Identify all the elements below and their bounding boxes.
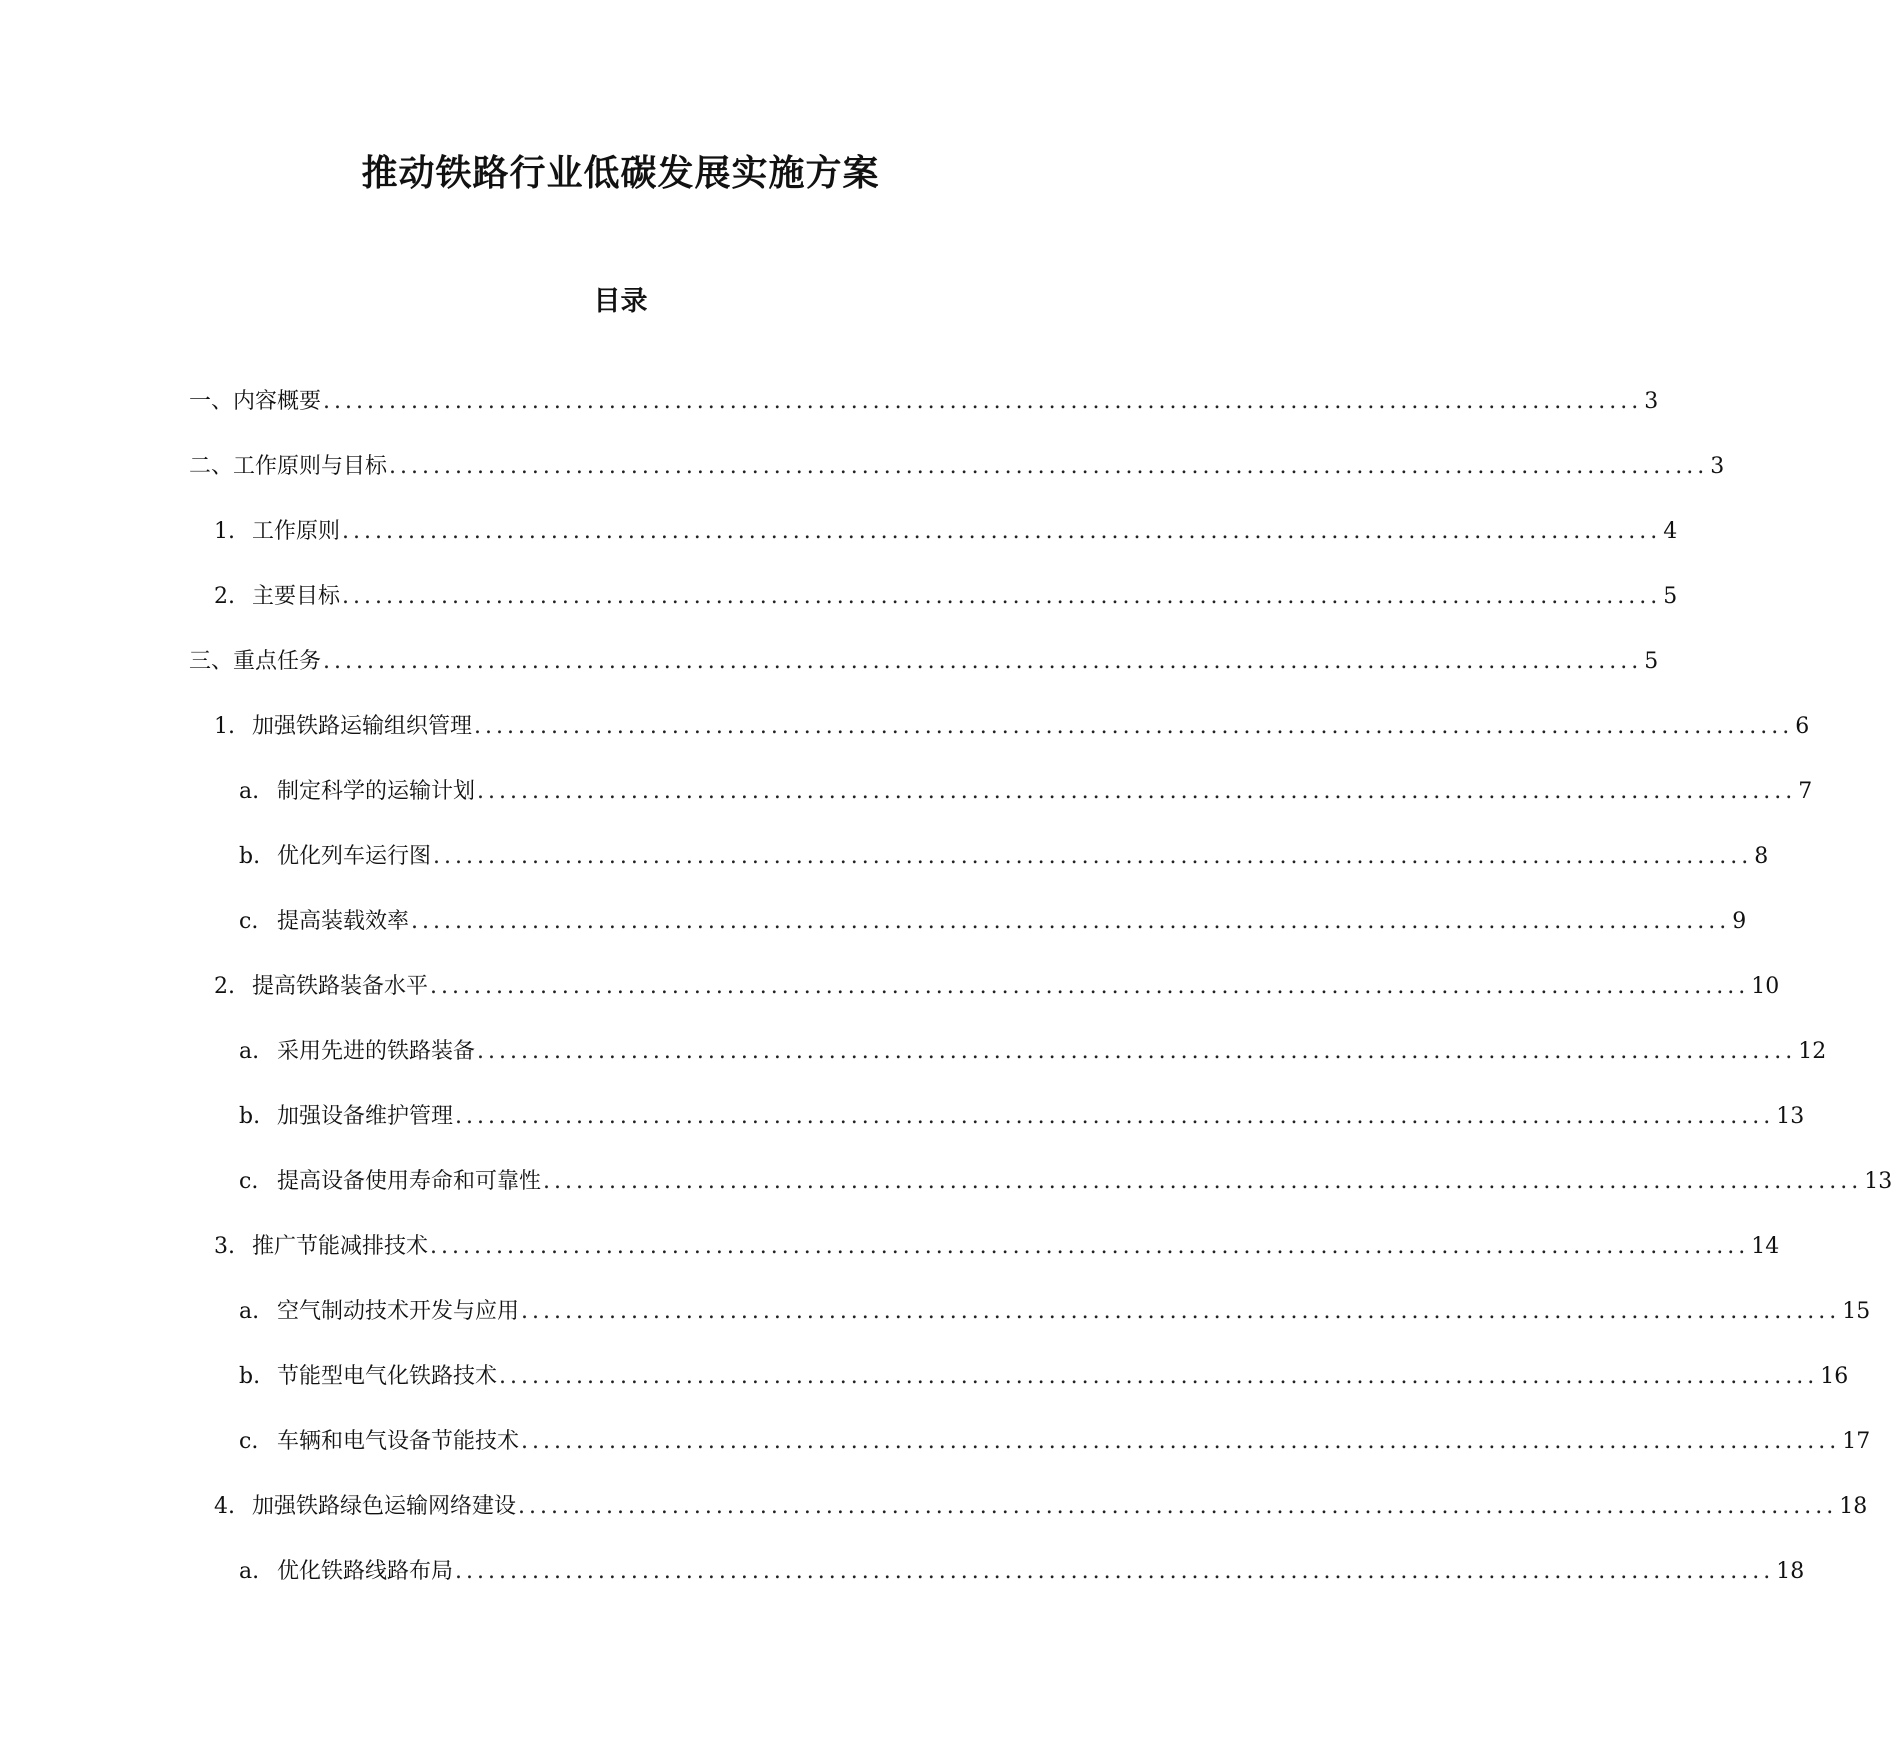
toc-entry-text: 车辆和电气设备节能技术 (277, 1429, 520, 1454)
toc-page-number: 9 (1732, 909, 1747, 934)
toc-entry-number: a. (239, 779, 260, 804)
toc-entry[interactable] (214, 577, 1678, 617)
toc-dot-leader: ........................................................................................................................ (477, 1039, 1797, 1064)
toc-dot-leader: ........................................................................................................................ (518, 1494, 1838, 1519)
toc-dot-leader: ........................................................................................................................ (389, 454, 1709, 479)
toc-entry[interactable] (214, 967, 1780, 1007)
toc-page-number: 13 (1776, 1104, 1805, 1129)
toc-entry-number: a. (239, 1039, 260, 1064)
toc-entry-text: 加强铁路运输组织管理 (252, 714, 473, 739)
toc-entry-text: 主要目标 (252, 584, 341, 609)
toc-dot-leader: ........................................................................................................................ (477, 779, 1797, 804)
toc-entry-number: a. (239, 1299, 260, 1324)
toc-entry-text: 优化铁路线路布局 (277, 1559, 454, 1584)
toc-entry[interactable] (239, 1357, 1849, 1397)
toc-entry-number: b. (239, 1364, 261, 1389)
toc-entry[interactable] (239, 772, 1813, 812)
toc-entry-number: 3. (214, 1234, 235, 1259)
toc-entry[interactable] (239, 902, 1747, 942)
toc-page-number: 3 (1644, 389, 1659, 414)
toc-entry-text: 提高设备使用寿命和可靠性 (277, 1169, 542, 1194)
toc-dot-leader: ........................................................................................................................ (474, 714, 1794, 739)
toc-entry[interactable] (239, 1032, 1827, 1072)
toc-entry-number: 1. (214, 714, 235, 739)
toc-entry-number: 2. (214, 974, 235, 999)
toc-dot-leader: ........................................................................................................................ (499, 1364, 1819, 1389)
toc-entry-text: 优化列车运行图 (277, 844, 432, 869)
toc-entry[interactable] (214, 1227, 1780, 1267)
toc-dot-leader: ........................................................................................................................ (430, 1234, 1750, 1259)
toc-page-number: 6 (1795, 714, 1810, 739)
toc-page-number: 5 (1663, 584, 1678, 609)
toc-entry-text: 工作原则 (252, 519, 341, 544)
toc-entry-text: 节能型电气化铁路技术 (277, 1364, 498, 1389)
toc-entry-number: 1. (214, 519, 235, 544)
toc-page-number: 15 (1842, 1299, 1871, 1324)
toc-page-number: 5 (1644, 649, 1659, 674)
toc-page-number: 14 (1751, 1234, 1780, 1259)
toc-entry-number: c. (239, 909, 259, 934)
toc-page-number: 12 (1798, 1039, 1827, 1064)
toc-entry[interactable] (239, 1292, 1871, 1332)
toc-entry[interactable] (189, 382, 1659, 422)
toc-entry-text: 提高装载效率 (277, 909, 410, 934)
toc-entry-text: 采用先进的铁路装备 (277, 1039, 476, 1064)
toc-entry-number: b. (239, 1104, 261, 1129)
toc-entry-text: 加强设备维护管理 (277, 1104, 454, 1129)
toc-dot-leader: ........................................................................................................................ (342, 584, 1662, 609)
toc-entry-text: 加强铁路绿色运输网络建设 (252, 1494, 517, 1519)
toc-dot-leader: ........................................................................................................................ (521, 1429, 1841, 1454)
toc-page-number: 18 (1776, 1559, 1805, 1584)
toc-entry-number: 2. (214, 584, 235, 609)
toc-page-number: 10 (1751, 974, 1780, 999)
toc-dot-leader: ........................................................................................................................ (342, 519, 1662, 544)
toc-dot-leader: ........................................................................................................................ (411, 909, 1731, 934)
toc-entry-number: b. (239, 844, 261, 869)
document-title: 推动铁路行业低碳发展实施方案 (361, 152, 880, 194)
toc-dot-leader: ........................................................................................................................ (543, 1169, 1863, 1194)
toc-dot-leader: ........................................................................................................................ (433, 844, 1753, 869)
toc-entry[interactable] (189, 642, 1659, 682)
toc-entry[interactable] (189, 447, 1725, 487)
toc-dot-leader: ........................................................................................................................ (455, 1104, 1775, 1129)
toc-page-number: 3 (1710, 454, 1725, 479)
toc-entry-text: 三、重点任务 (189, 649, 322, 674)
toc-entry[interactable] (239, 1097, 1805, 1137)
toc-page-number: 8 (1754, 844, 1769, 869)
toc-entry-text: 推广节能减排技术 (252, 1234, 429, 1259)
toc-page-number: 7 (1798, 779, 1813, 804)
toc-entry[interactable] (214, 1487, 1868, 1527)
toc-page-number: 13 (1864, 1169, 1892, 1194)
toc-entry[interactable] (239, 1422, 1871, 1462)
toc-entry[interactable] (239, 1162, 1892, 1202)
toc-entry-text: 一、内容概要 (189, 389, 322, 414)
toc-page-number: 17 (1842, 1429, 1871, 1454)
toc-entry-text: 二、工作原则与目标 (189, 454, 388, 479)
toc-entry-number: 4. (214, 1494, 235, 1519)
toc-page-number: 18 (1839, 1494, 1868, 1519)
toc-dot-leader: ........................................................................................................................ (521, 1299, 1841, 1324)
toc-entry-number: c. (239, 1169, 259, 1194)
toc-entry[interactable] (239, 837, 1769, 877)
toc-entry-text: 制定科学的运输计划 (277, 779, 476, 804)
toc-entry-text: 提高铁路装备水平 (252, 974, 429, 999)
toc-page-number: 16 (1820, 1364, 1849, 1389)
toc-dot-leader: ........................................................................................................................ (323, 649, 1643, 674)
toc-dot-leader: ........................................................................................................................ (455, 1559, 1775, 1584)
toc-entry[interactable] (214, 707, 1810, 747)
toc-entry[interactable] (214, 512, 1678, 552)
toc-entry-text: 空气制动技术开发与应用 (277, 1299, 520, 1324)
toc-entry-number: a. (239, 1559, 260, 1584)
toc-page-number: 4 (1663, 519, 1678, 544)
toc-dot-leader: ........................................................................................................................ (323, 389, 1643, 414)
toc-entry[interactable] (239, 1552, 1805, 1592)
toc-heading: 目录 (593, 286, 648, 317)
toc-entry-number: c. (239, 1429, 259, 1454)
toc-dot-leader: ........................................................................................................................ (430, 974, 1750, 999)
